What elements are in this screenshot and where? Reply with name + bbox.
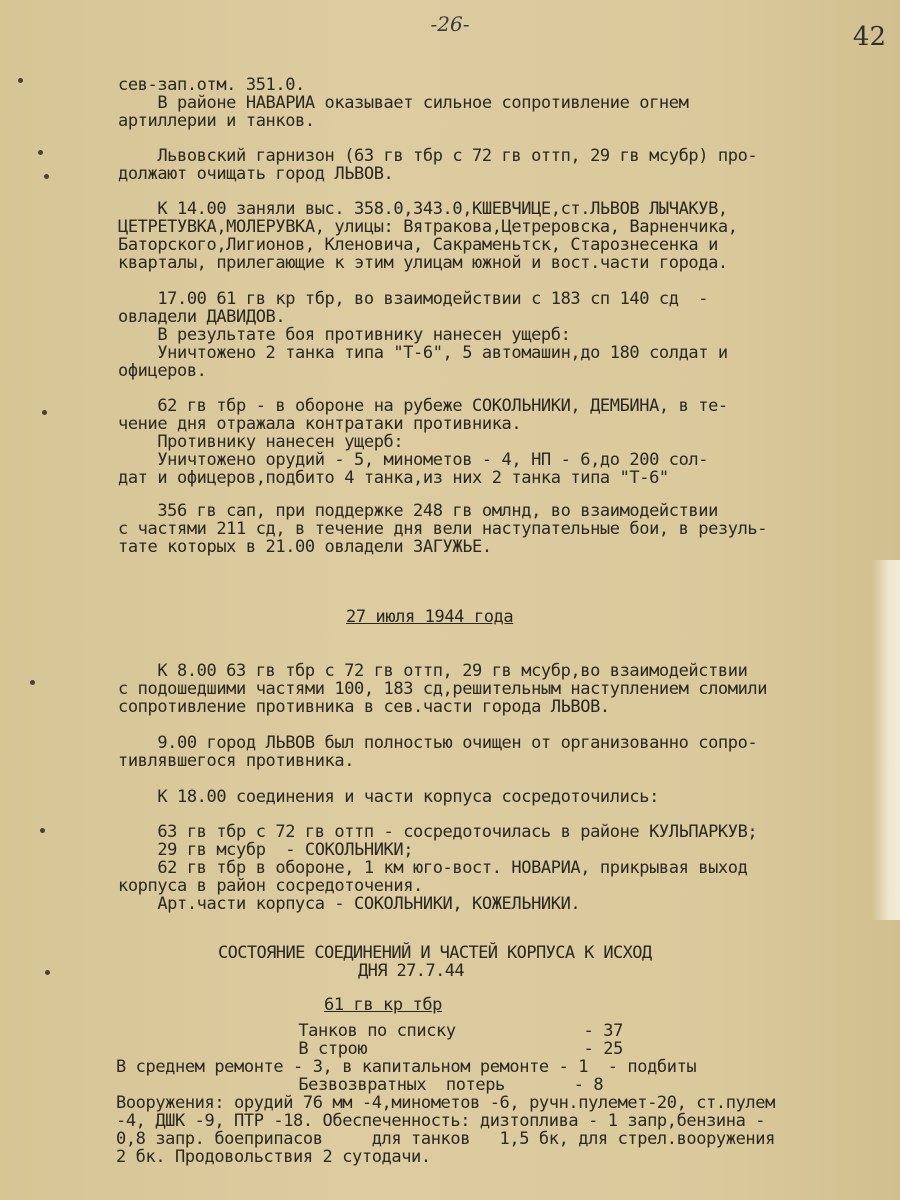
archive-page-number: 42 [852,22,886,52]
text-line: 356 гв сап, при поддержке 248 гв омлнд, во взаимодействии [118,501,718,521]
unit-heading: 61 гв кр тбр [324,995,443,1015]
binding-hole [45,970,50,975]
text-line: К 18.00 соединения и части корпуса сосредоточились: [118,787,659,807]
text-line: сопротивление противника в сев.части города ЛЬВОВ. [118,697,610,717]
binding-hole [42,410,47,415]
text-line: ЦЕТРЕТУВКА,МОЛЕРУВКА, улицы: Вятракова,Цетреровска, Варненчика, [118,217,738,237]
text-line: Противнику нанесен ущерб: [118,432,404,452]
binding-hole [40,828,45,833]
text-line: 17.00 61 гв кр тбр, во взаимодействии с 183 сп 140 сд - [118,289,709,309]
text-line: -4, ДШК -9, ПТР -18. Обеспеченность: дизтоплива - 1 запр,бензина - [116,1111,766,1131]
text-line: 62 гв тбр - в обороне на рубеже СОКОЛЬНИКИ, ДЕМБИНА, в те- [118,396,728,416]
text-line: В результате боя противнику нанесен ущерб: [118,325,571,345]
text-line: должают очищать город ЛЬВОВ. [118,164,394,184]
text-line: Львовский гарнизон (63 гв тбр с 72 гв оттп, 29 гв мсубр) про- [118,146,758,166]
text-line: В районе НАВАРИА оказывает сильное сопротивление огнем [118,93,689,113]
binding-hole [44,174,49,179]
text-line: с частями 211 сд, в течение дня вели наступательные бои, в резуль- [118,519,768,539]
text-line: Вооружения: орудий 76 мм -4,минометов -6, ручн.пулемет-20, ст.пулем [116,1093,775,1113]
text-line: 0,8 запр. боеприпасов для танков 1,5 бк, для стрел.вооружения [116,1129,775,1149]
text-line: дат и офицеров,подбито 4 танка,из них 2 танка типа "Т-6" [118,468,669,488]
date-heading: 27 июля 1944 года [346,607,514,627]
text-line: В строю - 25 [200,1039,623,1059]
binding-hole [30,680,35,685]
text-line: 63 гв тбр с 72 гв оттп - сосредоточилась в районе КУЛЬПАРКУВ; [118,822,758,842]
text-line: офицеров. [118,361,207,381]
header-sheet-number: -26- [430,12,470,36]
text-line: В среднем ремонте - 3, в капитальном ремонте - 1 - подбиты [116,1057,697,1077]
text-line: сев-зап.отм. 351.0. [118,75,305,95]
text-line: Баторского,Лигионов, Кленовича, Сакраменьтск, Старознесенка и [118,235,718,255]
section-title: СОСТОЯНИЕ СОЕДИНЕНИЙ И ЧАСТЕЙ КОРПУСА К ИСХОД [218,943,652,963]
binding-hole [18,78,23,83]
text-line: овладели ДАВИДОВ. [118,307,286,327]
text-line: Танков по списку - 37 [200,1021,623,1041]
text-line: артиллерии и танков. [118,111,315,131]
section-title: ДНЯ 27.7.44 [358,961,464,981]
text-line: с подошедшими частями 100, 183 сд,решительным наступлением сломили [118,679,768,699]
text-line: Уничтожено 2 танка типа "Т-6", 5 автомашин,до 180 солдат и [118,343,728,363]
text-line: тате которых в 21.00 овладели ЗАГУЖЬЕ. [118,537,492,557]
binding-hole [38,150,43,155]
text-line: К 8.00 63 гв тбр с 72 гв оттп, 29 гв мсубр,во взаимодействии [118,661,748,681]
text-line: 62 гв тбр в обороне, 1 км юго-вост. НОВАРИА, прикрывая выход [118,858,748,878]
text-line: Арт.части корпуса - СОКОЛЬНИКИ, КОЖЕЛЬНИКИ. [118,894,581,914]
text-line: кварталы, прилегающие к этим улицам южной и вост.части города. [118,253,728,273]
text-line: 2 бк. Продовольствия 2 сутодачи. [116,1147,431,1167]
text-line: тивлявшегося противника. [118,751,355,771]
paper-edge [872,560,900,920]
text-line: 29 гв мсубр - СОКОЛЬНИКИ; [118,840,414,860]
text-line: 9.00 город ЛЬВОВ был полностью очищен от организованно сопро- [118,733,758,753]
text-line: Безвозвратных потерь - 8 [200,1075,604,1095]
text-line: Уничтожено орудий - 5, минометов - 4, НП - 6,до 200 сол- [118,450,709,470]
text-line: чение дня отражала контратаки противника. [118,414,522,434]
text-line: К 14.00 заняли выс. 358.0,343.0,КШЕВЧИЦЕ,ст.ЛЬВОВ ЛЫЧАКУВ, [118,199,728,219]
text-line: корпуса в район сосредоточения. [118,876,423,896]
